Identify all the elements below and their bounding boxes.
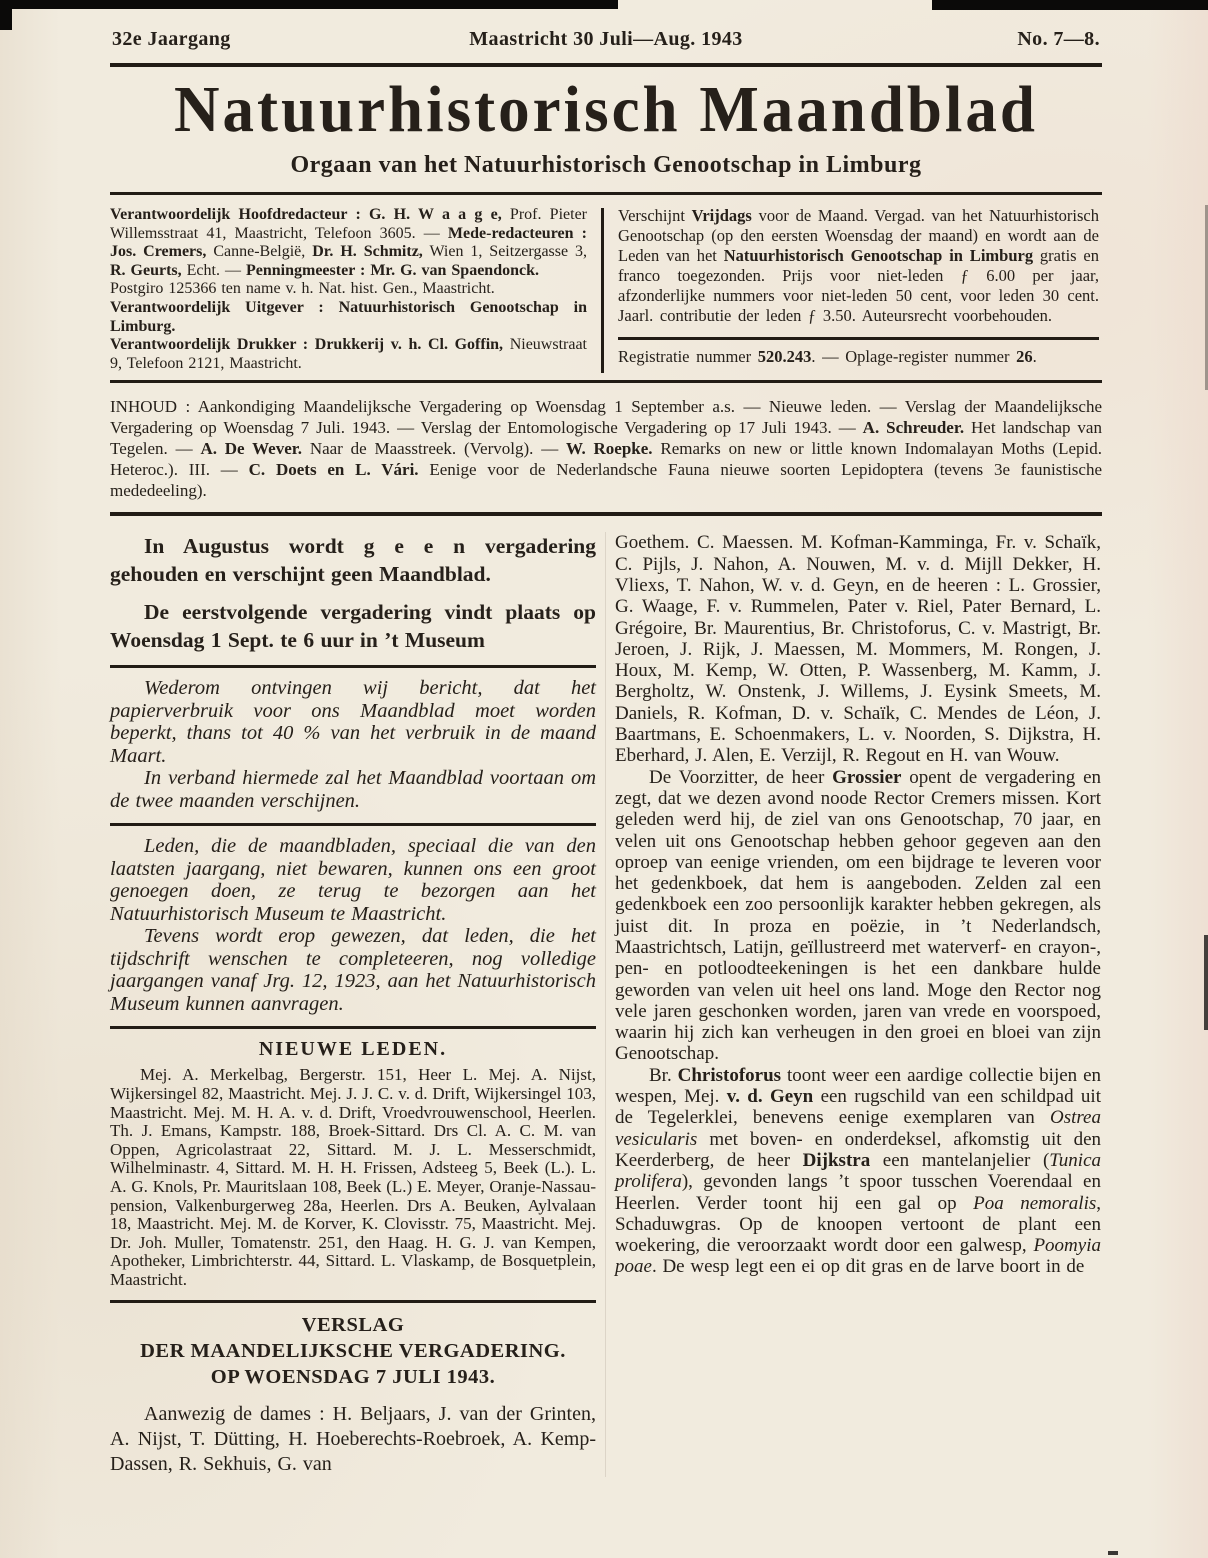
- verslag-heading-line1: VERSLAG: [301, 1314, 405, 1337]
- column-rule: [110, 823, 596, 826]
- scan-artifact-top-right-bar: [932, 0, 1208, 10]
- paper-restriction-notice: [110, 677, 596, 812]
- back-issues-notice: [110, 835, 596, 1015]
- inhoud-rule: [110, 512, 1102, 516]
- printer-line: Verantwoordelijk Drukker : Drukkerij v. h. Cl. Goffin, Nieuwstraat 9, Telefoon 2121, Maastricht.: [110, 336, 587, 372]
- journal-subtitle: Orgaan van het Natuurhistorisch Genootschap in Limburg: [290, 152, 922, 178]
- registration-rule: [618, 337, 1099, 340]
- column-rule: [110, 1026, 596, 1029]
- header-rule: [110, 63, 1102, 67]
- postgiro-line: Postgiro 125366 ten name v. h. Nat. hist. Gen., Maastricht.: [110, 280, 495, 298]
- right-column: [615, 532, 1101, 1477]
- nieuwe-leden-list: Mej. A. Merkelbag, Bergerstr. 151, Heer L. Mej. A. Nijst, Wijkersingel 82, Maastricht. Mej. J. J. C. v. d. Drift, Wijkersingel 103, Maastricht. Mej. M. H. A. v. d. Drift, Vroedvrouwenschool, Heerlen. Th. J. Emans, Kampstr. 188, Broek-Sittard. Drs Cl. A. C. M. van Oppen, Agricolastraat 22, Sittard. M. J. L. Messerschmidt, Wilhelminastr. 4, Sittard. M. H. H. Frissen, Adsteeg 5, Beek (L.). L. A. G. Knols, Pr. Mauritslaan 108, Beek (L.) E. Meyer, Oranje-Nassau-pension, Valkenburgerweg 28a, Heerlen. Drs A. Beuken, Aylvalaan 18, Maastricht. Mej. M. de Korver, K. Clovisstr. 75, Maastricht. Mej. Dr. Joh. Muller, Tomatenstr. 251, den Haag. H. G. J. van Kempen, Apotheker, Limbrichterstr. 44, Sittard. L. Vlaskamp, de Bosquetplein, Maastricht.: [110, 1065, 596, 1289]
- notice-paragraph: In verband hiermede zal het Maandblad voortaan om de twee maanden verschijnen.: [110, 767, 596, 812]
- column-rule: [110, 665, 596, 668]
- scan-artifact-right-edge-mark: [1204, 935, 1208, 1030]
- editor-paragraph: Verantwoordelijk Hoofdredacteur : G. H. W a a g e, Prof. Pieter Willemsstraat 41, Maastricht, Telefoon 3605. — Mede-redacteuren : Jos. Cremers, Canne-België, Dr. H. Schmitz, Wien 1, Seitzergasse 3, R. Geurts, Echt. — Penningmeester : Mr. G. van Spaendonck.: [110, 206, 588, 279]
- masthead-divider: [601, 208, 604, 373]
- volume-label: 32e Jaargang: [112, 28, 231, 50]
- nieuwe-leden-heading: NIEUWE LEDEN.: [258, 1038, 448, 1061]
- scan-artifact-corner-mark: [0, 0, 12, 30]
- column-rule: [110, 1300, 596, 1303]
- masthead-bottom-rule: [110, 380, 1102, 383]
- exhibits-paragraph: Br. Christoforus toont weer een aardige collectie bijen en wespen, Mej. v. d. Geyn een rugschild van een schildpad uit de Tegelerklei, benevens eenige exemplaren van Ostrea vesicularis met boven- en onderdeksel, afkomstig uit den Keerderberg, de heer Dijkstra een mantelanjelier (Tunica prolifera), gevonden langs ’t spoor tusschen Voerendaal en Heerlen. Verder toont hij een gal op Poa nemoralis, Schaduwgras. Op de knoopen vertoont de plant een woekering, die veroorzaakt wordt door een galwesp, Poomyia poae. De wesp legt een ei op dit gras en de larve boort in de: [615, 1064, 1102, 1278]
- notice-paragraph: Tevens wordt erop gewezen, dat leden, die het tijdschrift wenschen te completeeren, nog volledige jaargangen vanaf Jrg. 12, 1923, aan het Natuurhistorisch Museum kunnen aanvragen.: [110, 925, 596, 1015]
- inhoud-paragraph: INHOUD : Aankondiging Maandelijksche Vergadering op Woensdag 1 September a.s. — Nieuwe leden. — Verslag der Maandelijksche Vergadering op Woensdag 7 Juli. 1943. — Verslag der Entomologische Vergadering op 17 Juli 1943. — A. Schreuder. Het landschap van Tegelen. — A. De Wever. Naar de Maasstreek. (Vervolg). — W. Roepke. Remarks on new or little known Indomalayan Moths (Lepid. Heteroc.). III. — C. Doets en L. Vári. Eenige voor de Nederlandsche Fauna nieuwe soorten Lepidoptera (tevens 3e faunistische mededeeling).: [110, 397, 1102, 501]
- left-column: [110, 532, 596, 1477]
- registration-line: Registratie nummer 520.243. — Oplage-register nummer 26.: [618, 347, 1037, 366]
- issue-header-row: [110, 28, 1102, 56]
- page-content: [110, 28, 1102, 1477]
- verslag-heading-line3: OP WOENSDAG 7 JULI 1943.: [210, 1366, 496, 1389]
- announcement-next-meeting: De eerstvolgende vergadering vindt plaats op Woensdag 1 Sept. te 6 uur in ’t Museum: [110, 600, 596, 653]
- notice-paragraph: Leden, die de maandbladen, speciaal die van den laatsten jaargang, niet bewaren, kunnen ons een groot genoegen doen, ze terug te bezorgen aan het Natuurhistorisch Museum te Maastricht.: [110, 835, 596, 925]
- publication-terms: Verschijnt Vrijdags voor de Maand. Vergad. van het Natuurhistorisch Genootschap (op den eersten Woensdag der maand) en wordt aan de Leden van het Natuurhistorisch Genootschap in Limburg gratis en franco toegezonden. Prijs voor niet-leden ƒ 6.00 per jaar, afzonderlijke nummers voor niet-leden 50 cent, voor leden 30 cent. Jaarl. contributie der leden ƒ 3.50. Auteursrecht voorbehouden.: [618, 206, 1099, 325]
- attendees-continued-paragraph: Goethem. C. Maessen. M. Kofman-Kamminga, Fr. v. Schaïk, C. Pijls, J. Nahon, A. Nouwen, M. v. d. Mijll Dekker, H. Vliexs, T. Nahon, W. v. d. Geyn, en de heeren : L. Grossier, G. Waage, F. v. Rummelen, Pater v. Riel, Pater Bernard, L. Grégoire, Br. Maurentius, Br. Christoforus, C. v. Mastrigt, Br. Jeroen, J. Rijk, J. Maessen, M. Mommers, M. Rongen, J. Houx, M. Kemp, W. Otten, P. Wassenberg, M. Kamm, J. Bergholtz, W. Onstenk, J. Willems, J. Eysink Smeets, M. Daniels, R. Kofman, D. v. Schaïk, C. Mendes de Léon, J. Baartmans, E. Schoenmakers, L. v. Noorden, S. Dijkstra, H. Eberhard, J. Alen, E. Verzijl, R. Regout en H. van Wouw.: [615, 532, 1101, 767]
- announcement-no-meeting: In Augustus wordt g e e n vergadering gehouden en verschijnt geen Maandblad.: [110, 534, 596, 587]
- body-columns: [110, 532, 1102, 1477]
- verslag-heading-line2: DER MAANDELIJKSCHE VERGADERING.: [140, 1340, 566, 1363]
- column-divider: [605, 532, 606, 1477]
- subtitle-rule: [110, 192, 1102, 195]
- masthead-editors: [110, 206, 587, 373]
- journal-title: Natuurhistorisch Maandblad: [174, 72, 1038, 146]
- publisher-line: Verantwoordelijk Uitgever : Natuurhistorisch Genootschap in Limburg.: [110, 298, 587, 335]
- attendees-paragraph: Aanwezig de dames : H. Beljaars, J. van der Grinten, A. Nijst, T. Dütting, H. Hoeberechts-Roebroek, A. Kemp-Dassen, R. Sekhuis, G. van: [110, 1403, 596, 1476]
- chairman-opening-paragraph: De Voorzitter, de heer Grossier opent de vergadering en zegt, dat we dezen avond noode Rector Cremers missen. Kort geleden werd hij, de ziel van ons Genootschap, 70 jaar, en velen uit ons Genootschap hebben gehoor gegeven aan den oproep van eenige vrienden, om een bijdrage te leveren voor het gedenkboek, dat hem is aangeboden. Zelden zal een gedenkboek een zoo persoonlijk karakter hebben gekregen, als juist dit. In proza en poëzie, in ’t Nederlandsch, Maastrichtsch, Latijn, geïllustreerd met waterverf- en crayon-, pen- en potloodteekeningen is het een dankbare hulde geworden van velen uit heel ons land. Moge den Rector nog vele jaren geschonken worden, jaren van vrede en voorspoed, waarin hij zich kan verheugen in den groei en bloei van zijn Genootschap.: [615, 766, 1101, 1065]
- issue-number: No. 7—8.: [1017, 28, 1100, 50]
- masthead-publication-info: [618, 206, 1099, 373]
- issue-date: Maastricht 30 Juli—Aug. 1943: [469, 28, 743, 50]
- masthead: [110, 206, 1102, 373]
- notice-paragraph: Wederom ontvingen wij bericht, dat het papierverbruik voor ons Maandblad moet worden beperkt, thans tot 40 % van het verbruik in de maand Maart.: [110, 677, 596, 767]
- scan-artifact-bottom-speck: [1108, 1551, 1118, 1555]
- scan-artifact-top-left-bar: [0, 0, 618, 9]
